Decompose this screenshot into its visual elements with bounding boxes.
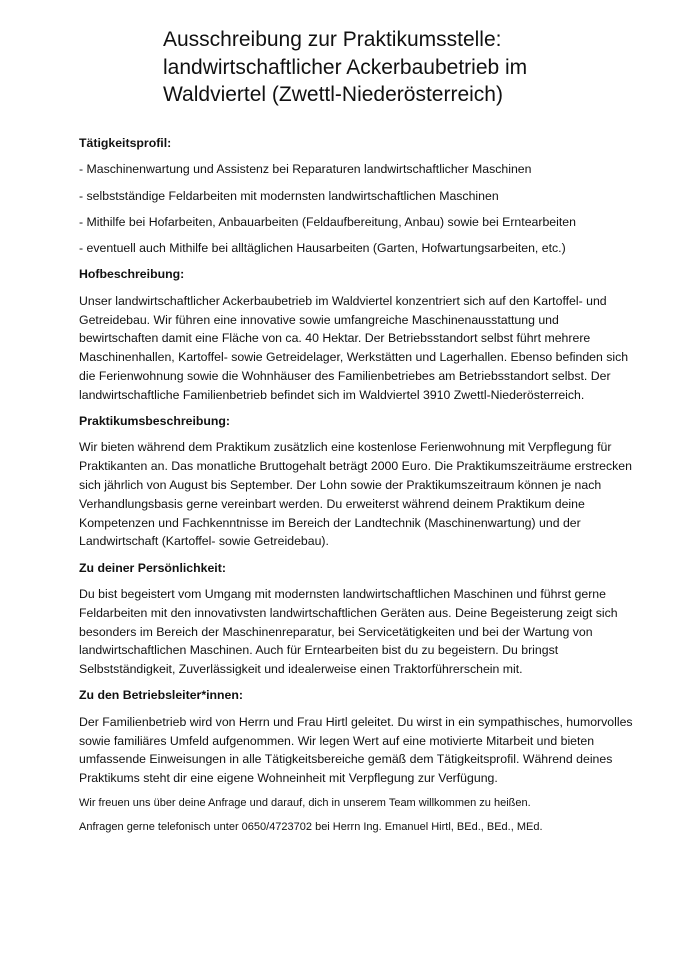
paragraph-hofbeschreibung: Unser landwirtschaftlicher Ackerbaubetrieb im Waldviertel konzentriert sich auf den Kartoffel- und Getreidebau. Wir führen eine innovative sowie umfangreiche Maschinenausstattung und bewirtschaften damit eine Fläche von ca. 40 Hektar. Der Betriebsstandort selbst führt mehrere Maschinenhallen, Kartoffel- sowie Getreidelager, Werkstätten und Lagerhallen. Ebenso befinden sich die Ferienwohnung sowie die Wohnhäuser des Familienbetriebes am Betriebsstandort selbst. Der landwirtschaftliche Familienbetrieb befindet sich im Waldviertel 3910 Zwettl-Niederösterreich. (79, 293, 629, 402)
contact-line: Anfragen gerne telefonisch unter 0650/4723702 bei Herrn Ing. Emanuel Hirtl, BEd., BEd., MEd. (79, 821, 543, 834)
list-item: - Mithilfe bei Hofarbeiten, Anbauarbeiten (Feldaufbereitung, Anbau) sowie bei Erntearbeiten (79, 214, 576, 229)
paragraph-betriebsleiter: Der Familienbetrieb wird von Herrn und Frau Hirtl geleitet. Du wirst in ein sympathisches, humorvolles sowie familiäres Umfeld aufgenommen. Wir legen Wert auf eine motivierte Mitarbeit und bieten umfassende Einweisungen in alle Tätigkeitsbereiche gemäß dem Tätigkeitsprofil. Während deines Praktikums steht dir eine eigene Wohneinheit mit Verpflegung zur Verfügung. (79, 714, 633, 786)
title-line-3: Waldviertel (Zwettl-Niederösterreich) (163, 83, 503, 106)
title-line-2: landwirtschaftlicher Ackerbaubetrieb im (163, 55, 528, 79)
section-heading-taetigkeitsprofil: Tätigkeitsprofil: (79, 136, 172, 150)
section-heading-persoenlichkeit: Zu deiner Persönlichkeit: (79, 560, 226, 575)
paragraph-persoenlichkeit: Du bist begeistert vom Umgang mit modernsten landwirtschaftlichen Maschinen und führst gerne Feldarbeiten mit den innovativsten landwirtschaftlichen Geräten aus. Deine Begeisterung zeigt sich besonders im Bereich der Maschinenreparatur, bei Servicetätigkeiten und bei der Wartung von landwirtschaftlichen Maschinen. Auch für Erntearbeiten bist du zu begeistern. Du bringst Selbstständigkeit, Zuverlässigkeit und idealerweise einen Traktorführerschein mit. (79, 586, 618, 677)
list-item: - eventuell auch Mithilfe bei alltäglichen Hausarbeiten (Garten, Hofwartungsarbeiten, etc.) (79, 241, 566, 256)
section-heading-praktikumsbeschreibung: Praktikumsbeschreibung: (79, 414, 231, 429)
list-item: - selbstständige Feldarbeiten mit modernsten landwirtschaftlichen Maschinen (79, 188, 499, 203)
document-title (163, 26, 633, 109)
list-item: - Maschinenwartung und Assistenz bei Reparaturen landwirtschaftlicher Maschinen (79, 162, 532, 177)
paragraph-praktikumsbeschreibung: Wir bieten während dem Praktikum zusätzlich eine kostenlose Ferienwohnung mit Verpflegung für Praktikanten an. Das monatliche Bruttogehalt beträgt 2000 Euro. Die Praktikumszeiträume erstrecken sich jährlich von August bis September. Der Lohn sowie der Praktikumszeitraum können je nach Verhandlungsbasis gerne vereinbart werden. Du erweiterst während deinem Praktikum deine Kompetenzen und Fachkenntnisse im Bereich der Landtechnik (Maschinenwartung) und der Landwirtschaft (Kartoffel- sowie Getreidebau). (79, 440, 632, 549)
section-heading-hofbeschreibung: Hofbeschreibung: (79, 267, 185, 282)
closing-line: Wir freuen uns über deine Anfrage und darauf, dich in unserem Team willkommen zu heißen. (79, 797, 531, 810)
document-body (79, 134, 639, 843)
section-heading-betriebsleiter: Zu den Betriebsleiter*innen: (79, 688, 243, 703)
title-line-1: Ausschreibung zur Praktikumsstelle: (163, 28, 502, 51)
